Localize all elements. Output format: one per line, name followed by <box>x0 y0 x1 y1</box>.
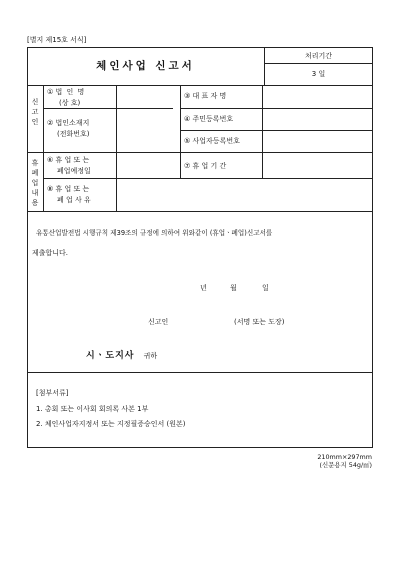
representative-name-label <box>184 91 226 102</box>
col-rule <box>180 85 181 178</box>
date-month: 월 <box>230 284 237 292</box>
field-number: ② <box>47 119 54 127</box>
signature-applicant-label: 신고인 <box>148 318 169 326</box>
row-rule <box>43 178 373 179</box>
closure-date-label <box>47 155 91 177</box>
field-label: 휴 업 또 는 <box>55 156 90 164</box>
attachments-rule <box>27 372 373 373</box>
attachment-item: 2. 체인사업자지정서 또는 지정필증승인서 (원본) <box>36 420 186 428</box>
closure-reason-field[interactable] <box>118 180 370 209</box>
field-label: 사업자등록번호 <box>192 137 240 145</box>
processing-period-value: 3 일 <box>311 70 326 78</box>
field-label: 대 표 자 명 <box>192 92 227 100</box>
authority-name: 시ㆍ도지사 <box>86 351 135 361</box>
corporation-address-label <box>47 118 90 140</box>
applicant-section-label: 신고인 <box>31 98 39 126</box>
row-rule <box>27 85 373 86</box>
row-rule <box>180 130 373 131</box>
field-number: ③ <box>184 92 191 100</box>
closure-date-field[interactable] <box>118 154 178 176</box>
field-sub-label: (상 호) <box>59 99 81 107</box>
form-label: [별지 제15호 서식] <box>27 36 87 44</box>
field-sub-label: (전화번호) <box>57 130 90 138</box>
field-number: ⑥ <box>47 156 54 164</box>
paper-material: (신문용지 54g/㎡) <box>319 461 372 469</box>
business-registration-label <box>184 136 240 147</box>
field-number: ⑧ <box>47 185 54 193</box>
paper-size: 210mm×297mm <box>317 453 372 461</box>
corporation-name-field[interactable] <box>118 88 178 106</box>
suspension-period-label <box>184 161 226 172</box>
row-rule <box>180 108 373 109</box>
attachment-item: 1. 총회 또는 이사회 회의록 사본 1부 <box>36 405 149 413</box>
closure-section-label: 휴폐업내용 <box>31 159 39 207</box>
field-label: 휴 업 기 간 <box>192 162 227 170</box>
attachments-heading: [첨부서류] <box>36 389 69 397</box>
resident-number-label <box>184 114 233 125</box>
field-number: ⑤ <box>184 137 191 145</box>
col-rule <box>43 85 44 211</box>
authority-suffix: 귀하 <box>143 352 158 360</box>
field-sub-label: 폐 업 사 유 <box>57 196 91 204</box>
col-rule <box>116 85 117 211</box>
field-label: 법인소재지 <box>55 119 90 127</box>
processing-period-label: 처리기간 <box>304 52 333 60</box>
col-rule <box>262 85 263 178</box>
corporation-address-field[interactable] <box>118 110 178 150</box>
date-day: 일 <box>262 284 269 292</box>
field-sub-label: 폐업예정일 <box>57 167 91 175</box>
date-year: 년 <box>200 284 207 292</box>
field-label: 휴 업 또 는 <box>55 185 90 193</box>
field-number: ④ <box>184 115 191 123</box>
form-title: 체인사업 신고서 <box>96 60 195 72</box>
signature-seal-note: (서명 또는 도장) <box>234 318 285 326</box>
row-rule <box>27 211 373 212</box>
business-registration-field[interactable] <box>264 132 370 150</box>
statement-line-1: 유통산업발전법 시행규칙 제39조의 규정에 의하여 위와같이 (휴업ㆍ폐업)신고서를 <box>36 229 273 237</box>
processing-divider <box>264 63 373 64</box>
statement-line-2: 제출합니다. <box>32 249 69 257</box>
authority-line <box>86 343 157 362</box>
field-label: 주민등록번호 <box>192 115 234 123</box>
resident-number-field[interactable] <box>264 110 370 128</box>
closure-reason-label <box>47 184 91 206</box>
row-rule <box>27 152 373 153</box>
field-label: 법 인 명 <box>55 88 86 96</box>
field-number: ⑦ <box>184 162 191 170</box>
suspension-period-field[interactable] <box>264 154 370 176</box>
field-number: ① <box>47 88 54 96</box>
representative-name-field[interactable] <box>264 88 370 106</box>
corporation-name-label <box>47 87 85 109</box>
